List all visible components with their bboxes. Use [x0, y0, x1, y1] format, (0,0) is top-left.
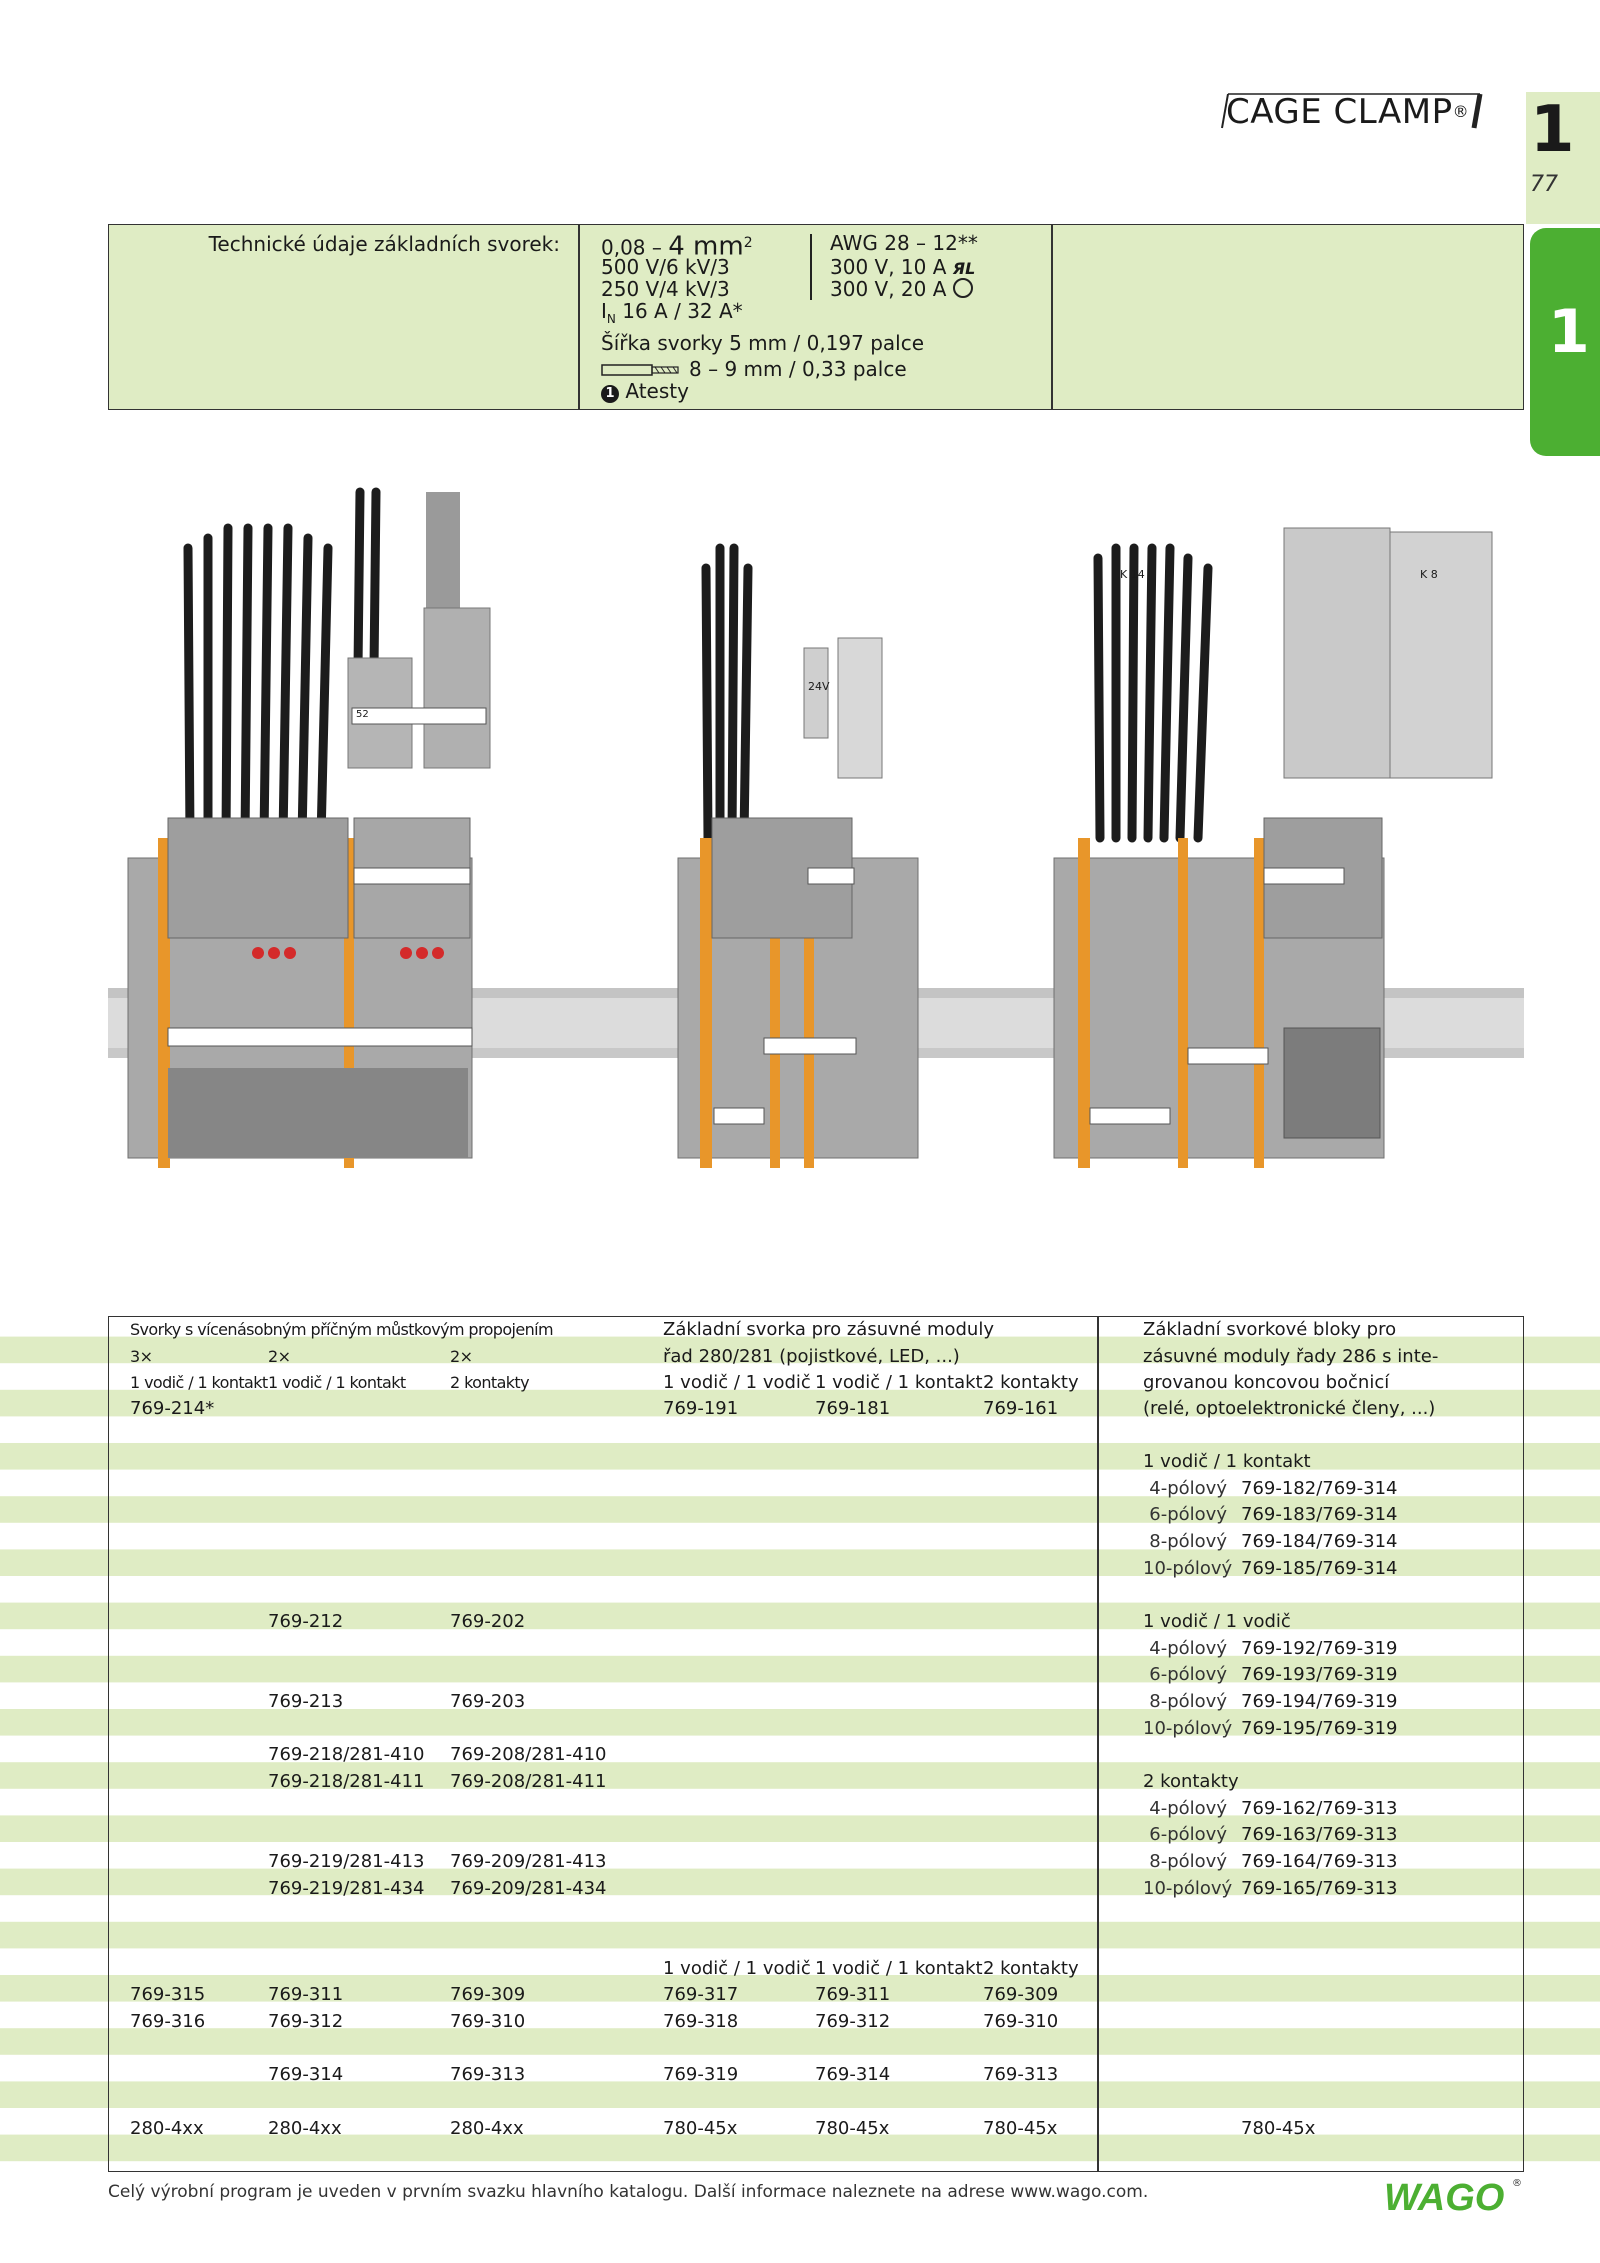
part-number: 769-192/769-319 — [1241, 1638, 1398, 1659]
part-number: 769-218/281-411 — [268, 1771, 425, 1792]
mid-kind: 1 vodič / 1 vodič — [663, 1372, 811, 1393]
part-number: 769-195/769-319 — [1241, 1718, 1398, 1739]
group-name: 1 vodič / 1 vodič — [1143, 1611, 1291, 1632]
mid-first: 769-181 — [815, 1398, 891, 1419]
csa-rating: 300 V, 20 A — [830, 278, 973, 300]
part-number: 769-208/281-410 — [450, 1744, 607, 1765]
relay-label: K 8 — [1420, 568, 1438, 581]
pole-count: 8-pólový — [1149, 1691, 1227, 1712]
cross-section: 0,08 – 4 $mm^2$ — [601, 231, 753, 262]
strip-length: 8 – 9 mm / 0,33 palce — [601, 358, 907, 380]
part-number: 280-4xx — [130, 2118, 204, 2139]
mid-kind: 1 vodič / 1 kontakt — [815, 1958, 983, 1979]
left-first: 769-214* — [130, 1398, 215, 1419]
pole-count: 10-pólový — [1143, 1878, 1233, 1899]
part-number: 769-319 — [663, 2064, 739, 2085]
product-photo — [108, 428, 1524, 1268]
part-number: 780-45x — [663, 2118, 738, 2139]
page-number: 77 — [1530, 172, 1558, 197]
upper-markers-g1 — [352, 708, 486, 724]
part-number: 769-203 — [450, 1691, 526, 1712]
pole-count: 10-pólový — [1143, 1558, 1233, 1579]
part-number: 769-309 — [450, 1984, 526, 2005]
part-number: 769-314 — [815, 2064, 891, 2085]
marker-label: 52 — [356, 709, 369, 720]
pole-count: 10-pólový — [1143, 1718, 1233, 1739]
part-number: 769-183/769-314 — [1241, 1504, 1398, 1525]
part-number: 769-318 — [663, 2011, 739, 2032]
part-number: 769-185/769-314 — [1241, 1558, 1398, 1579]
part-number: 780-45x — [815, 2118, 890, 2139]
pole-count: 6-pólový — [1149, 1664, 1227, 1685]
part-number: 280-4xx — [450, 2118, 524, 2139]
part-number: 769-162/769-313 — [1241, 1798, 1398, 1819]
part-number: 780-45x — [983, 2118, 1058, 2139]
part-number: 769-165/769-313 — [1241, 1878, 1398, 1899]
left-count: 2× — [268, 1347, 291, 1366]
part-number: 769-313 — [983, 2064, 1059, 2085]
csa-icon — [953, 278, 973, 298]
part-number: 769-312 — [268, 2011, 344, 2032]
brand-name: CAGE CLAMP® — [1226, 92, 1470, 132]
right-last: 780-45x — [1241, 2118, 1316, 2139]
group-name: 1 vodič / 1 kontakt — [1143, 1451, 1311, 1472]
mid-kind: 2 kontakty — [983, 1958, 1079, 1979]
part-number: 280-4xx — [268, 2118, 342, 2139]
group-name: 2 kontakty — [1143, 1771, 1239, 1792]
left-title: Svorky s vícenásobným příčným můstkovým propojením — [130, 1320, 553, 1339]
svg-text:WAGO: WAGO — [1384, 2177, 1505, 2216]
divider — [1051, 224, 1053, 410]
part-number: 769-218/281-410 — [268, 1744, 425, 1765]
divider — [578, 224, 580, 410]
footer-note: Celý výrobní program je uveden v prvním svazku hlavního katalogu. Další informace naleznete na adrese www.wago.com. — [108, 2182, 1149, 2202]
divider — [1097, 1316, 1099, 2172]
part-number: 769-219/281-413 — [268, 1851, 425, 1872]
pole-count: 4-pólový — [1149, 1798, 1227, 1819]
rating-2: 250 V/4 kV/3 — [601, 277, 730, 301]
part-number: 769-312 — [815, 2011, 891, 2032]
terminal-width: Šířka svorky 5 mm / 0,197 palce — [601, 331, 925, 355]
part-number: 769-309 — [983, 1984, 1059, 2005]
pole-count: 4-pólový — [1149, 1478, 1227, 1499]
mid-first: 769-161 — [983, 1398, 1059, 1419]
part-number: 769-213 — [268, 1691, 344, 1712]
left-count: 3× — [130, 1347, 153, 1366]
mid-subtitle: řad 280/281 (pojistkové, LED, ...) — [663, 1346, 960, 1367]
rating-1: 500 V/6 kV/3 — [601, 255, 730, 279]
chapter-number: 1 — [1530, 93, 1575, 167]
part-number: 769-313 — [450, 2064, 526, 2085]
pole-count: 6-pólový — [1149, 1824, 1227, 1845]
part-number: 769-311 — [268, 1984, 344, 2005]
mid-title: Základní svorka pro zásuvné moduly — [663, 1319, 994, 1340]
part-number: 769-202 — [450, 1611, 526, 1632]
divider — [810, 234, 812, 300]
right-title: Základní svorkové bloky pro — [1143, 1319, 1397, 1340]
strip-length-icon — [601, 362, 681, 378]
mid-kind: 1 vodič / 1 vodič — [663, 1958, 811, 1979]
part-number: 769-209/281-434 — [450, 1878, 607, 1899]
right-title: (relé, optoelektronické členy, ...) — [1143, 1398, 1436, 1419]
approvals-badge: 1 — [601, 385, 619, 403]
mid-first: 769-191 — [663, 1398, 739, 1419]
left-count: 2× — [450, 1347, 473, 1366]
part-number: 769-310 — [983, 2011, 1059, 2032]
part-number: 769-316 — [130, 2011, 206, 2032]
approvals: 1 Atesty — [601, 380, 689, 403]
part-number: 769-311 — [815, 1984, 891, 2005]
left-kind: 1 vodič / 1 kontakt — [130, 1373, 268, 1392]
right-title: grovanou koncovou bočnicí — [1143, 1372, 1390, 1393]
pole-count: 6-pólový — [1149, 1504, 1227, 1525]
module-label: 24V — [808, 680, 830, 693]
part-number: 769-193/769-319 — [1241, 1664, 1398, 1685]
pole-count: 8-pólový — [1149, 1531, 1227, 1552]
pole-count: 4-pólový — [1149, 1638, 1227, 1659]
part-number: 769-182/769-314 — [1241, 1478, 1398, 1499]
part-number: 769-314 — [268, 2064, 344, 2085]
ul-rating: 300 V, 10 A ЯL — [830, 255, 976, 279]
mid-kind: 2 kontakty — [983, 1372, 1079, 1393]
awg-range: AWG 28 – 12** — [830, 231, 978, 255]
ul-icon: ЯL — [952, 259, 976, 278]
part-number: 769-317 — [663, 1984, 739, 2005]
right-title: zásuvné moduly řady 286 s inte- — [1143, 1346, 1439, 1367]
part-number: 769-184/769-314 — [1241, 1531, 1398, 1552]
left-kind: 2 kontakty — [450, 1373, 529, 1392]
part-number: 769-315 — [130, 1984, 206, 2005]
pole-count: 8-pólový — [1149, 1851, 1227, 1872]
registered-mark: ® — [1452, 102, 1470, 121]
chapter-tab-label: 1 — [1548, 297, 1590, 367]
relay-label: K 14 — [1120, 568, 1145, 581]
part-number: 769-194/769-319 — [1241, 1691, 1398, 1712]
part-number: 769-164/769-313 — [1241, 1851, 1398, 1872]
part-number: 769-163/769-313 — [1241, 1824, 1398, 1845]
part-number: 769-208/281-411 — [450, 1771, 607, 1792]
wago-logo — [1384, 2176, 1524, 2216]
left-kind: 1 vodič / 1 kontakt — [268, 1373, 406, 1392]
svg-text:®: ® — [1512, 2178, 1522, 2189]
tech-data-label: Technické údaje základních svorek: — [208, 232, 560, 256]
part-number: 769-209/281-413 — [450, 1851, 607, 1872]
part-number: 769-219/281-434 — [268, 1878, 425, 1899]
part-number: 769-310 — [450, 2011, 526, 2032]
wago-logo-icon — [1384, 2176, 1524, 2216]
part-number: 769-212 — [268, 1611, 344, 1632]
mid-kind: 1 vodič / 1 kontakt — [815, 1372, 983, 1393]
rated-current: $I_N$ 16 A / 32 A* — [601, 299, 743, 326]
